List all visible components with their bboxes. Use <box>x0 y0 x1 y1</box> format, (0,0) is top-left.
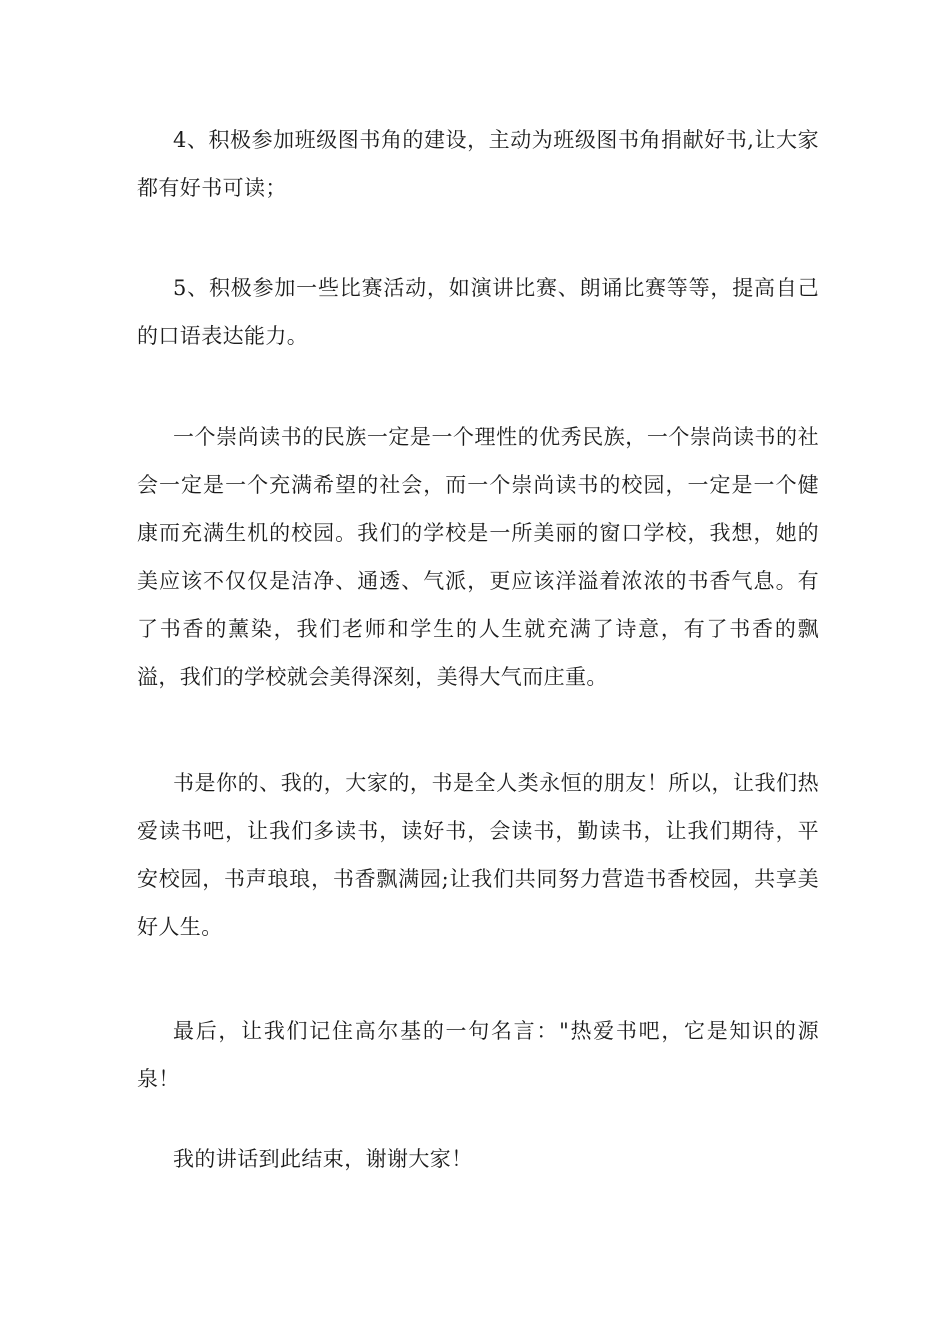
paragraph-closing: 我的讲话到此结束，谢谢大家！ <box>173 1147 473 1171</box>
paragraph-reading-nation: 一个崇尚读书的民族一定是一个理性的优秀民族，一个崇尚读书的社会一定是一个充满希望的社会，而一个崇尚读书的校园，一定是一个健康而充满生机的校园。我们的学校是一所美丽的窗口学校，我想，她的美应该不仅仅是洁净、通透、气派，更应该洋溢着浓浓的书香气息。有了书香的薰染，我们老师和学生的人生就充满了诗意，有了书香的飘溢，我们的学校就会美得深刻，美得大气而庄重。 <box>137 425 819 689</box>
paragraph-item-5: 5、积极参加一些比赛活动，如演讲比赛、朗诵比赛等等，提高自己的口语表达能力。 <box>137 276 819 348</box>
paragraph-gorky-quote: 最后，让我们记住高尔基的一句名言："热爱书吧，它是知识的源泉！ <box>137 1019 819 1091</box>
paragraph-books-friends: 书是你的、我的，大家的，书是全人类永恒的朋友！所以，让我们热爱读书吧，让我们多读书，读好书，会读书，勤读书，让我们期待，平安校园，书声琅琅，书香飘满园;让我们共同努力营造书香校园，共享美好人生。 <box>137 771 819 939</box>
paragraph-item-4: 4、积极参加班级图书角的建设，主动为班级图书角捐献好书,让大家都有好书可读； <box>137 128 819 200</box>
